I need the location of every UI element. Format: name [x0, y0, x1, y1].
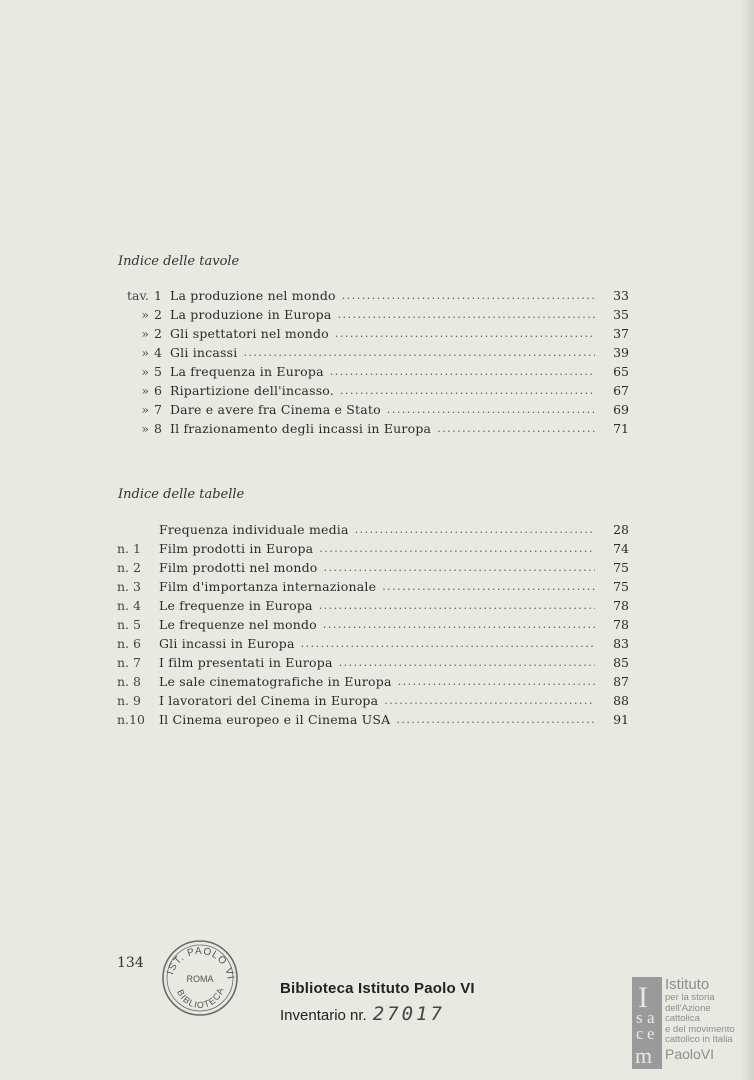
row-title: Il Cinema europeo e il Cinema USA: [159, 712, 391, 727]
row-prefix: n. 7: [117, 655, 141, 670]
row-page: 88: [613, 693, 629, 708]
row-title: Gli incassi: [169, 345, 238, 360]
row-page: 91: [613, 712, 629, 727]
dot-leader: [319, 600, 595, 611]
svg-text:m: m: [635, 1043, 653, 1068]
row-prefix: »: [141, 421, 149, 436]
dot-leader: [335, 328, 595, 339]
row-title: La produzione nel mondo: [169, 288, 336, 303]
dot-leader: [324, 562, 595, 573]
toc-row: [117, 617, 629, 633]
row-prefix: tav.: [126, 288, 149, 303]
toc-row: [117, 655, 629, 671]
svg-text:s: s: [636, 1008, 643, 1027]
row-page: 74: [613, 541, 629, 556]
row-title: Frequenza individuale media: [159, 522, 349, 537]
dot-leader: [243, 347, 595, 358]
dot-leader: [340, 385, 595, 396]
row-page: 75: [613, 579, 629, 594]
row-page: 87: [613, 674, 629, 689]
row-page: 75: [613, 560, 629, 575]
dot-leader: [382, 581, 595, 592]
isacem-logo-text: [665, 977, 748, 1062]
logo-line: PaoloVI: [665, 1045, 715, 1062]
row-title: Film prodotti in Europa: [159, 541, 314, 556]
row-prefix: n. 1: [117, 541, 141, 556]
row-title: Le frequenze nel mondo: [159, 617, 317, 632]
logo-line: e del movimento: [665, 1023, 735, 1035]
row-title: La frequenza in Europa: [169, 364, 324, 379]
row-prefix: n. 2: [117, 560, 141, 575]
toc-row: [117, 307, 629, 323]
row-number: 1: [154, 288, 162, 303]
svg-text:I: I: [638, 981, 648, 1014]
logo-line: Istituto: [665, 976, 710, 993]
row-page: 78: [613, 598, 629, 613]
row-page: 71: [613, 421, 629, 436]
row-prefix: n.10: [117, 712, 145, 727]
row-prefix: »: [141, 326, 149, 341]
row-page: 65: [613, 364, 629, 379]
row-page: 85: [613, 655, 629, 670]
row-prefix: n. 4: [117, 598, 141, 613]
toc-row: [117, 383, 629, 399]
dot-leader: [396, 714, 595, 725]
row-prefix: »: [141, 402, 149, 417]
isacem-logo-mark: [632, 977, 662, 1069]
row-page: 37: [613, 326, 629, 341]
inventory-label: Inventario nr.: [280, 1007, 367, 1024]
row-number: 2: [154, 307, 162, 322]
svg-text:BIBLIOTECA: BIBLIOTECA: [175, 985, 226, 1011]
toc-row: [117, 693, 629, 709]
row-title: Il frazionamento degli incassi in Europa: [169, 421, 432, 436]
row-page: 33: [613, 288, 629, 303]
inventory-line: [280, 1003, 475, 1025]
library-stamp: [160, 938, 240, 1018]
tavole-heading: Indice delle tavole: [118, 254, 240, 269]
row-title: I lavoratori del Cinema in Europa: [159, 693, 379, 708]
toc-row: [117, 522, 629, 538]
row-page: 35: [613, 307, 629, 322]
page-number: 134: [117, 955, 144, 971]
dot-leader: [301, 638, 595, 649]
dot-leader: [355, 524, 595, 535]
svg-text:ROMA: ROMA: [186, 974, 214, 984]
row-number: 8: [154, 421, 162, 436]
toc-row: [117, 674, 629, 690]
toc-row: [117, 560, 629, 576]
toc-row: [117, 712, 629, 728]
row-prefix: n. 3: [117, 579, 141, 594]
dot-leader: [330, 366, 595, 377]
row-prefix: »: [141, 364, 149, 379]
row-title: Le sale cinematografiche in Europa: [159, 674, 392, 689]
toc-row: [117, 579, 629, 595]
dot-leader: [437, 423, 595, 434]
dot-leader: [323, 619, 595, 630]
toc-row: [117, 402, 629, 418]
toc-row: [117, 326, 629, 342]
row-page: 69: [613, 402, 629, 417]
tabelle-heading: Indice delle tabelle: [118, 487, 245, 502]
row-page: 83: [613, 636, 629, 651]
row-title: I film presentati in Europa: [159, 655, 333, 670]
row-title: Film d'importanza internazionale: [159, 579, 377, 594]
row-title: Ripartizione dell'incasso.: [169, 383, 334, 398]
row-number: 5: [154, 364, 162, 379]
row-number: 7: [154, 402, 162, 417]
row-number: 4: [154, 345, 162, 360]
dot-leader: [384, 695, 595, 706]
row-page: 39: [613, 345, 629, 360]
row-title: Le frequenze in Europa: [159, 598, 313, 613]
row-number: 2: [154, 326, 162, 341]
svg-text:a: a: [647, 1008, 655, 1027]
svg-text:c: c: [636, 1024, 644, 1043]
toc-row: [117, 345, 629, 361]
row-prefix: n. 9: [117, 693, 141, 708]
row-page: 78: [613, 617, 629, 632]
toc-row: [117, 541, 629, 557]
svg-text:IST. PAOLO VI: IST. PAOLO VI: [165, 945, 236, 981]
row-prefix: n. 5: [117, 617, 141, 632]
svg-text:e: e: [647, 1024, 655, 1043]
row-number: 6: [154, 383, 162, 398]
toc-row: [117, 636, 629, 652]
inventory-number: 27017: [372, 1003, 445, 1025]
row-page: 28: [613, 522, 629, 537]
row-title: Gli spettatori nel mondo: [169, 326, 329, 341]
toc-row: [117, 288, 629, 304]
logo-line: cattolico in Italia: [665, 1034, 733, 1045]
dot-leader: [319, 543, 595, 554]
row-title: Gli incassi in Europa: [159, 636, 295, 651]
dot-leader: [338, 309, 595, 320]
isacem-logo: [632, 977, 748, 1069]
page-edge-shadow: [740, 0, 754, 1080]
row-prefix: n. 6: [117, 636, 141, 651]
toc-row: [117, 421, 629, 437]
toc-row: [117, 364, 629, 380]
row-title: La produzione in Europa: [169, 307, 332, 322]
dot-leader: [339, 657, 595, 668]
row-prefix: »: [141, 307, 149, 322]
logo-line: per la storia: [665, 992, 715, 1003]
dot-leader: [398, 676, 595, 687]
row-page: 67: [613, 383, 629, 398]
toc-row: [117, 598, 629, 614]
row-prefix: »: [141, 345, 149, 360]
dot-leader: [387, 404, 595, 415]
row-prefix: n. 8: [117, 674, 141, 689]
library-inventory-block: [280, 980, 475, 1025]
row-prefix: »: [141, 383, 149, 398]
logo-line: dell'Azione cattolica: [665, 1002, 711, 1024]
library-name: Biblioteca Istituto Paolo VI: [280, 980, 475, 997]
row-title: Film prodotti nel mondo: [159, 560, 318, 575]
dot-leader: [342, 290, 595, 301]
row-title: Dare e avere fra Cinema e Stato: [169, 402, 381, 417]
